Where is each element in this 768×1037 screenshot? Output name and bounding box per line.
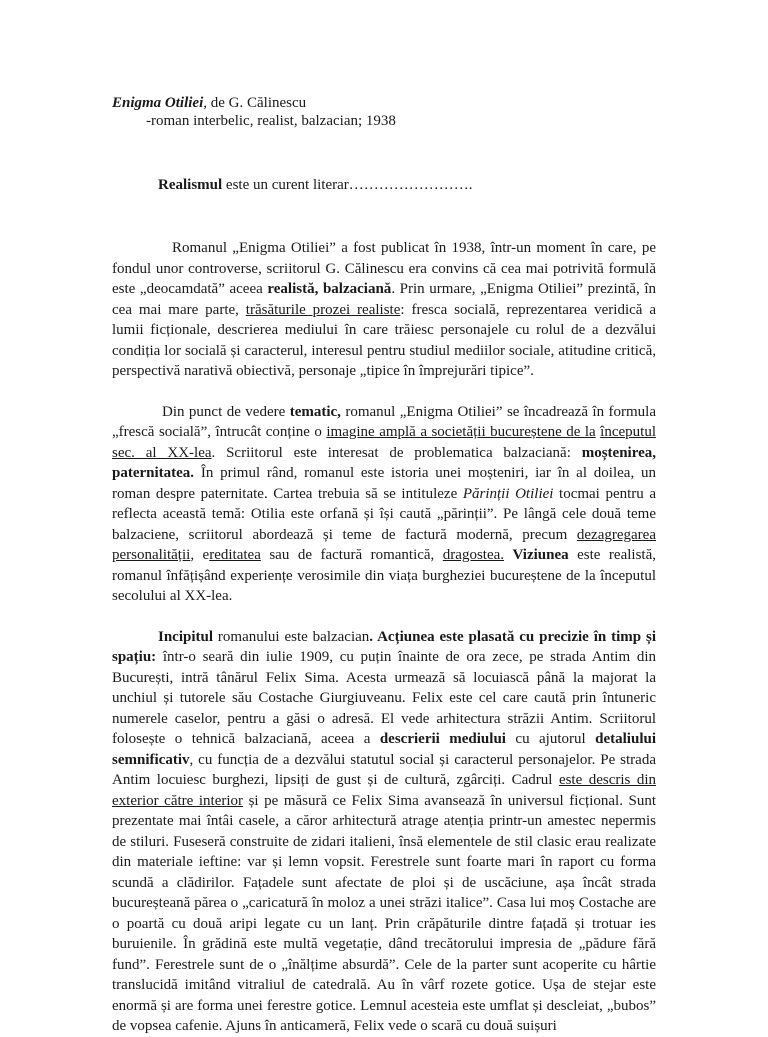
paragraph-3: Incipitul romanului este balzacian. Acțiunea este plasată cu precizie în timp și spațiu: într-o seară din iulie 1909, cu puțin înainte de ora zece, pe strada Antim din București, intră tânărul Felix Sima. Acesta urmează să locuiască până la majorat la unchiul și tutorele său Costache Giurgiuveanu. Felix este cel care caută prin întuneric numerele caselor, pentru a găsi o adresă. El vede arhitectura străzii Antim. Scriitorul folosește o tehnică balzaciană, aceea a descrierii mediului cu ajutorul detaliului semnificativ, cu funcția de a dezvălui statutul social și caracterul personajelor. Pe strada Antim locuiesc burghezi, lipsiți de gust și de cultură, zgârciți. Cadrul este descris din exterior către interior și pe măsură ce Felix Sima avansează în universul ficțional. Sunt prezentate mai întâi casele, a căror arhitectură atrage atenția printr-un amestec nepermis de stiluri. Fuseseră construite de zidari italieni, însă elementele de stil clasic erau realizate din materiale ieftine: var și lemn vopsit. Ferestrele sunt foarte mari în raport cu forma scundă a clădirilor. Fațadele sunt afectate de ploi și de uscăciune, așa încât strada bucureșteană părea o „caricatură în moloz a unei străzi italice”. Casa lui moș Costache are o poartă cu două aripi legate cu un lanț. Prin crăpăturile dintre fațadă și trotuar ies buruienile. În grădină este multă vegetație, dând trecătorului impresia de „pădure fără fund”. Ferestrele sunt de o „înălțime absurdă”. Cele de la parter sunt acoperite cu hârtie translucidă imitând vitraliul de catedrală. Au în vârf rozete gotice. Ușa de stejar este enormă și are forma unei ferestre gotice. Lemnul acesteia este umflat și descleiat, „bubos” de vopsea cafenie. Ajuns în anticameră, Felix vede o scară cu două suișuri [112,628,657,1034]
realism-rest: este un curent literar……………………. [222,177,473,193]
realism-term: Realismul [158,177,223,193]
document-subtitle: -roman interbelic, realist, balzacian; 1938 [146,113,396,129]
paragraph-2: Din punct de vedere tematic, romanul „Enigma Otiliei” se încadrează în formula „frescă socială”, întrucât conține o imagine amplă a societății bucureștene de la începutul sec. al XX-lea. Scriitorul este interesat de problematica balzaciană: moștenirea, paternitatea. În primul rând, romanul este istoria unei moșteniri, iar în al doilea, un roman despre paternitate. Cartea trebuia să se intituleze Părinții Otiliei tocmai pentru a reflecta această temă: Otilia este orfană și își caută „părinții”. Pe lângă cele două teme balzaciene, scriitorul abordează și teme de factură modernă, precum dezagregarea personalității, ereditatea sau de factură romantică, dragostea. Viziunea este realistă, romanul înfățișând experiențe verosimile din viața burgheziei bucureștene de la începutul secolului al XX-lea. [112,403,657,604]
paragraph-1: Romanul „Enigma Otiliei” a fost publicat în 1938, într-un moment în care, pe fondul unor controverse, scriitorul G. Călinescu era convins că cea mai potrivită formulă este „deocamdată” aceea realistă, balzaciană. Prin urmare, „Enigma Otiliei” prezintă, în cea mai mare parte, trăsăturile prozei realiste: fresca socială, reprezentarea veridică a lumii ficționale, descrierea mediului în care trăiesc personajele cu rolul de a dezvălui condiția lor socială și caracterul, interesul pentru studiul mediilor sociale, atitudine critică, perspectivă narativă obiectivă, personaje „tipice în împrejurări tipice”. [112,240,656,379]
title-work: Enigma Otiliei [112,95,204,111]
document-title [112,94,656,112]
title-author: , de G. Călinescu [203,95,307,111]
realism-definition [112,176,656,194]
